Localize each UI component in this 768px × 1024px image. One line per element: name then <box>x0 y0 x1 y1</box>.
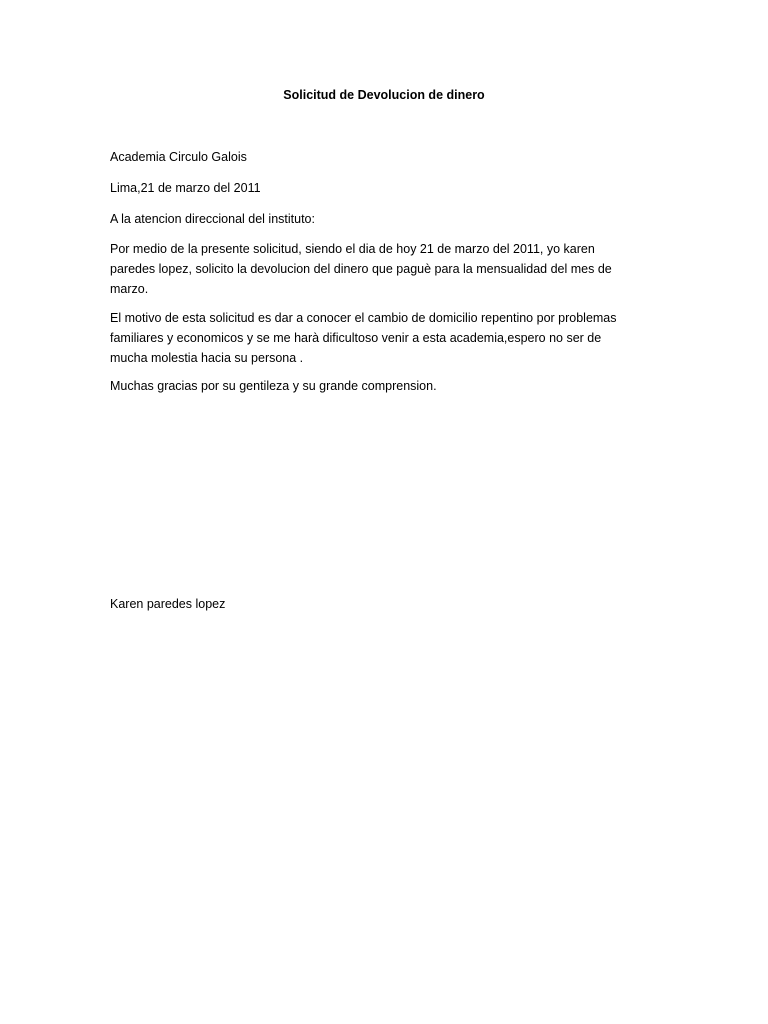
paragraph-reason-line: El motivo de esta solicitud es dar a conocer el cambio de domicilio repentino por problemas <box>110 311 617 325</box>
paragraph-request-line: Por medio de la presente solicitud, siendo el dia de hoy 21 de marzo del 2011, yo karen <box>110 242 595 256</box>
signature-line: Karen paredes lopez <box>110 597 226 611</box>
closing-line: Muchas gracias por su gentileza y su grande comprension. <box>110 379 437 393</box>
recipient-line: Academia Circulo Galois <box>110 150 247 164</box>
place-date-line: Lima,21 de marzo del 2011 <box>110 181 261 195</box>
paragraph-request <box>110 239 650 299</box>
paragraph-request-line: marzo. <box>110 282 149 296</box>
document-title: Solicitud de Devolucion de dinero <box>283 88 485 102</box>
paragraph-reason-line: familiares y economicos y se me harà dificultoso venir a esta academia,espero no ser de <box>110 331 602 345</box>
paragraph-reason-line: mucha molestia hacia su persona . <box>110 351 304 365</box>
salutation-line: A la atencion direccional del instituto: <box>110 212 315 226</box>
paragraph-request-line: paredes lopez, solicito la devolucion del dinero que paguè para la mensualidad del mes de <box>110 262 612 276</box>
paragraph-reason <box>110 308 650 368</box>
